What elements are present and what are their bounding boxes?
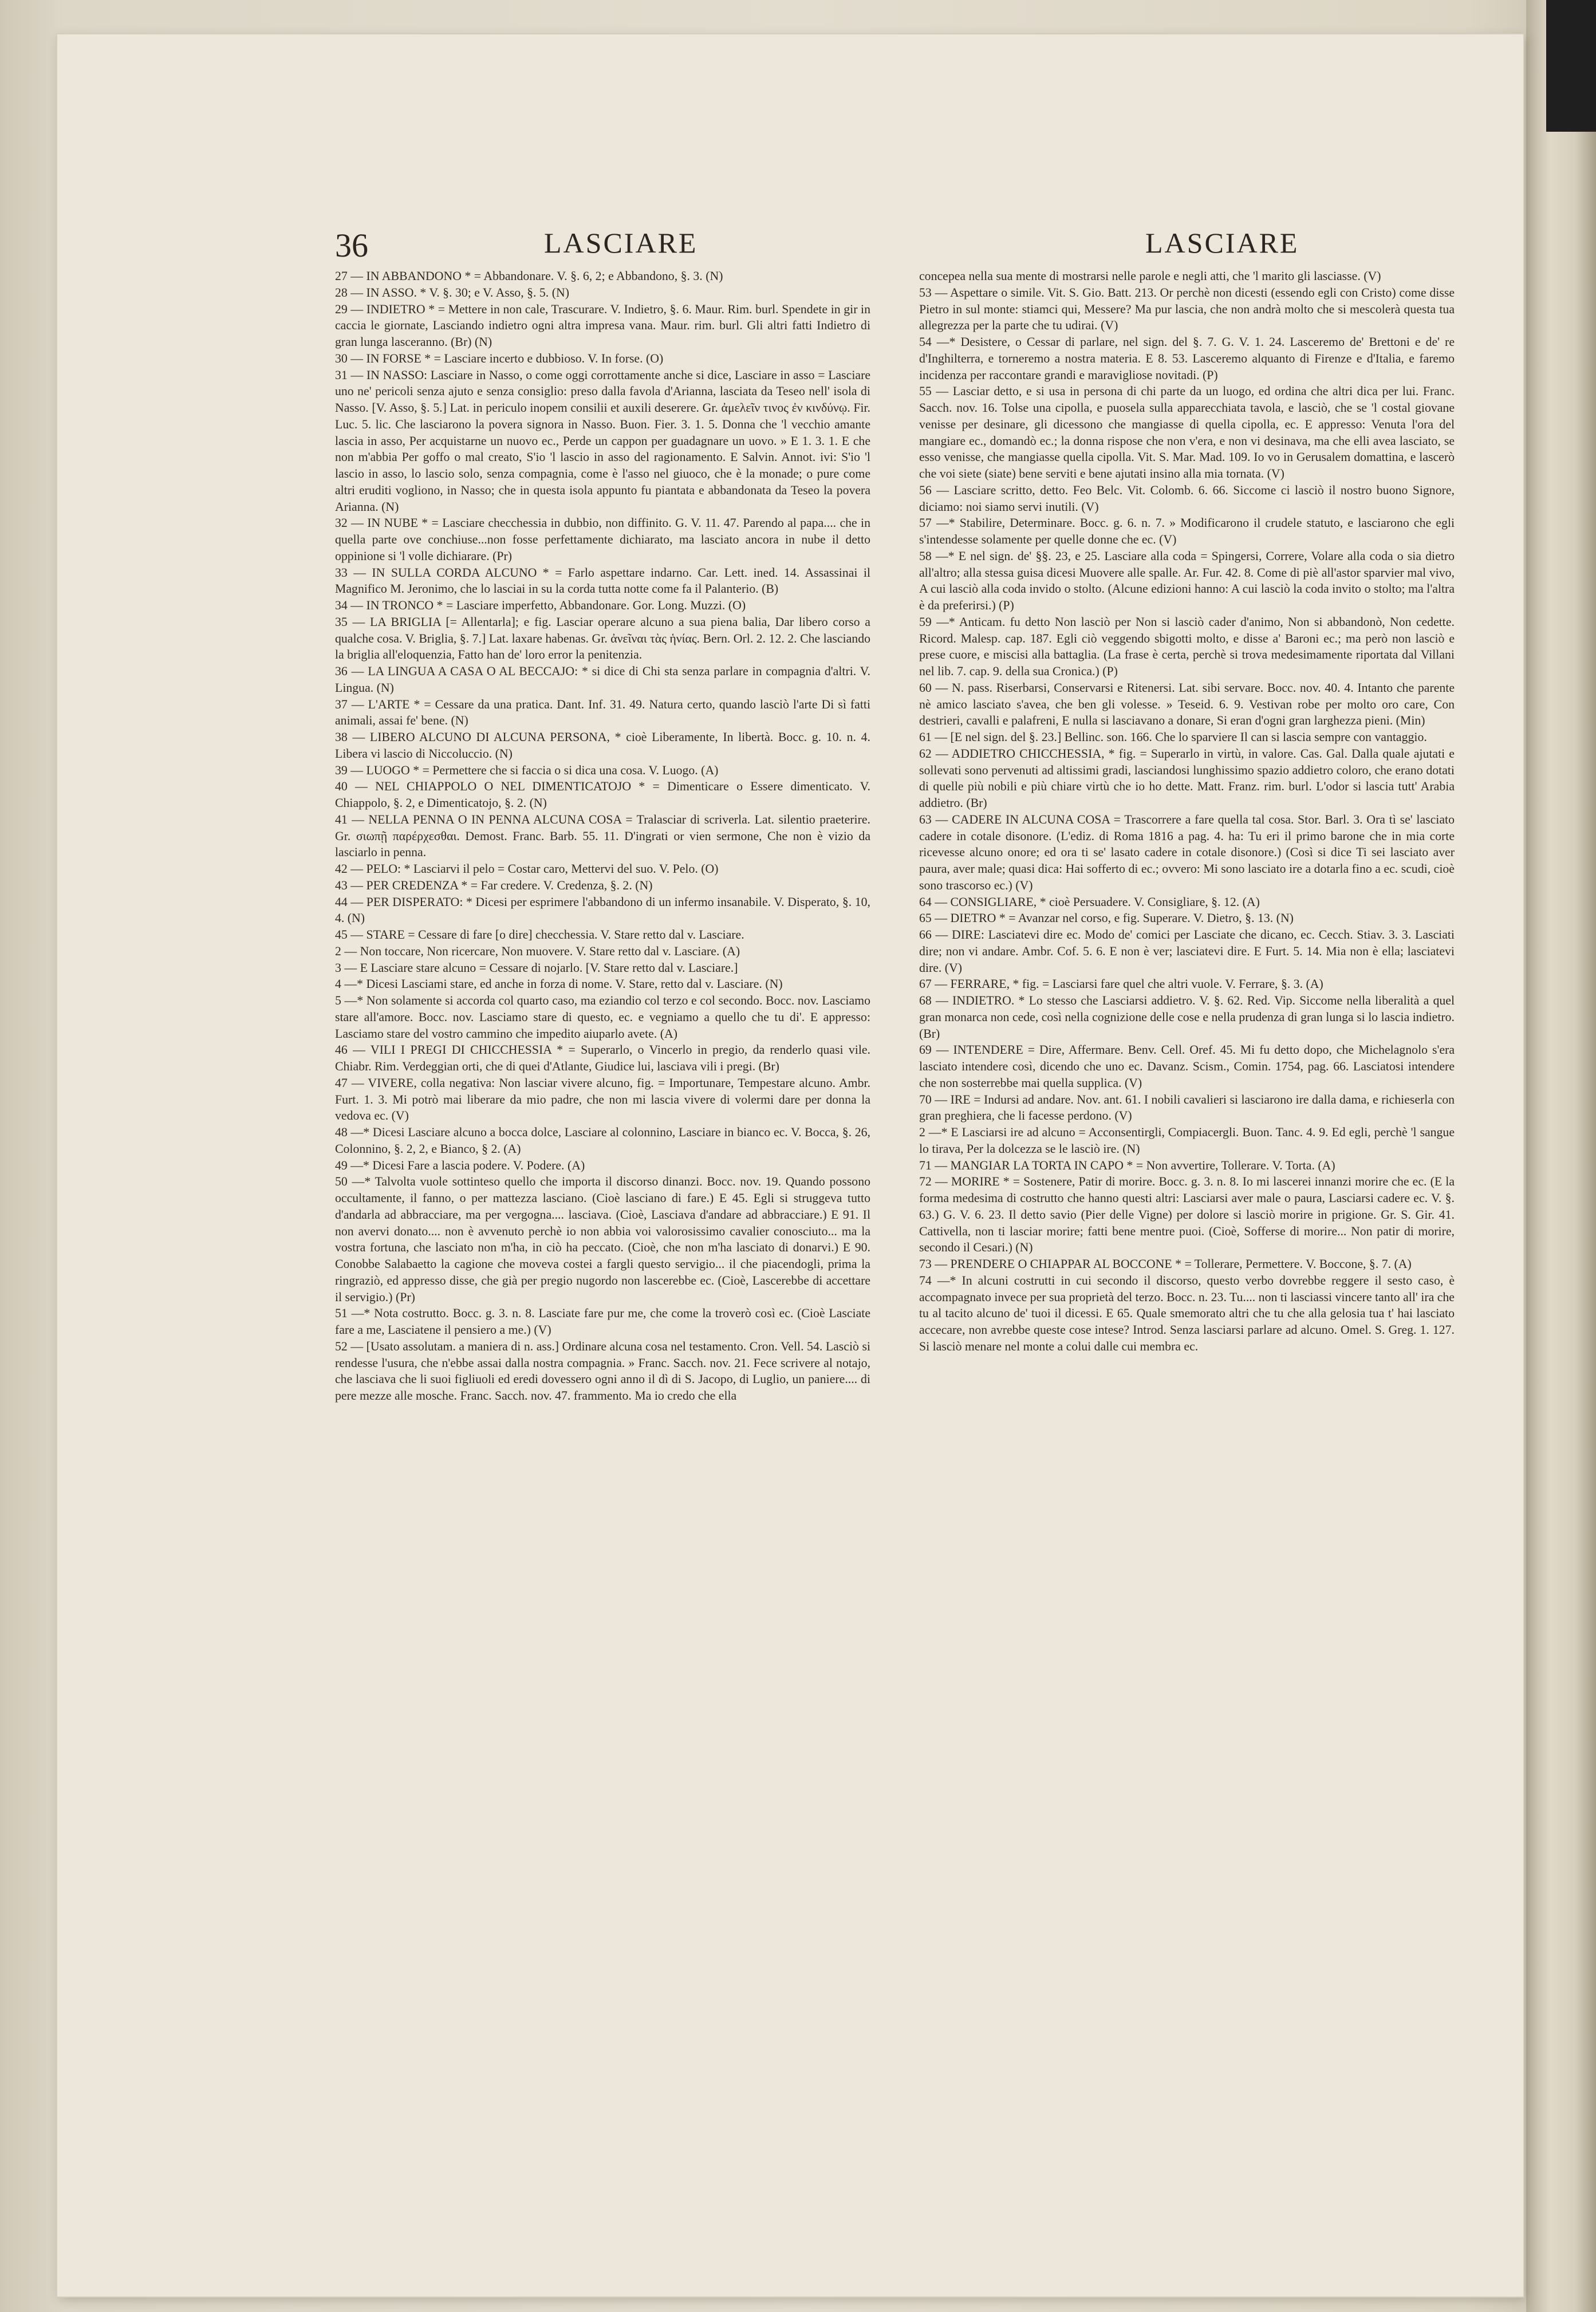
dictionary-entry: 48 —* Dicesi Lasciare alcuno a bocca dolce, Lasciare al colonnino, Lasciare in bianco ec. V. Bocca, §. 26, Colonnino, §. 2, 2, e Bianco, § 2. (A): [335, 1125, 870, 1156]
dictionary-entry: 39 — LUOGO * = Permettere che si faccia o si dica una cosa. V. Luogo. (A): [335, 763, 719, 777]
running-head-right: LASCIARE: [1145, 227, 1299, 259]
dictionary-entry: 62 — ADDIETRO CHICCHESSIA, * fig. = Superarlo in virtù, in valore. Cas. Gal. Dalla quale ajutati e sollevati sono pervenuti ad altissimi gradi, lasciandosi lunghissimo spazio addietro coloro, che erano dotati di quelle più nobili e più chiare virtù che io ho dette. Matt. Franz. rim. burl. L'odor si lascia tutt' Arabia addietro. (Br): [919, 746, 1455, 810]
dictionary-entry: 38 — LIBERO ALCUNO DI ALCUNA PERSONA, * cioè Liberamente, In libertà. Bocc. g. 10. n. 4. Libera vi lascio di Niccoluccio. (N): [335, 730, 870, 761]
dictionary-entry: 58 —* E nel sign. de' §§. 23, e 25. Lasciare alla coda = Spingersi, Correre, Volare alla coda o sia dietro all'altro; alla stessa guisa dicesi Muovere alle spalle. Ar. Fur. 42. 8. Come di piè all'astor sparvier mal vivo, A cui lasciò alla coda invido o stolto. (Alcune edizioni hanno: A cui lasciò la coda invito o stolto; ma l'altra è da preferirsi.) (P): [919, 549, 1455, 612]
dictionary-entry: 72 — MORIRE * = Sostenere, Patir di morire. Bocc. g. 3. n. 8. Io mi lascerei innanzi morire che ec. (E la forma medesima di costrutto che hanno questi altri: Lasciarsi aver male o paura, Lasciarsi cadere ec. V. §. 63.) G. V. 6. 23. Il detto savio (Pier delle Vigne) per dolore si lasciò morire in prigione. Gr. S. Gir. 41. Cattivella, non ti lasciar morire; fatti bene mentre puoi. (Cioè, Sofferse di morire... Non patir di morire, secondo il Cesari.) (N): [919, 1175, 1455, 1255]
dictionary-entry: 27 — IN ABBANDONO * = Abbandonare. V. §. 6, 2; e Abbandono, §. 3. (N): [335, 269, 723, 283]
dictionary-entry: 35 — LA BRIGLIA [= Allentarla]; e fig. Lasciar operare alcuno a sua piena balia, Dar libero corso a qualche cosa. V. Briglia, §. 7.] Lat. laxare habenas. Gr. ἀνεῖναι τὰς ἡνίας. Bern. Orl. 2. 12. 2. Che lasciando la briglia all'eloquenzia, Fatto han de' loro error la penitenzia.: [335, 615, 870, 662]
dictionary-entry: 66 — DIRE: Lasciatevi dire ec. Modo de' comici per Lasciate che dicano, ec. Cecch. Stiav. 3. 3. Lasciati dire; non vi andare. Ambr. Cof. 5. 6. E non è ver; lasciatevi dire. E Furt. 5. 14. Mia non è ella; lasciatevi dire. (V): [919, 928, 1455, 975]
dictionary-entry: 45 — STARE = Cessare di fare [o dire] checchessia. V. Stare retto dal v. Lasciare.: [335, 928, 744, 942]
dictionary-entry: 43 — PER CREDENZA * = Far credere. V. Credenza, §. 2. (N): [335, 878, 653, 892]
dictionary-entry: 34 — IN TRONCO * = Lasciare imperfetto, Abbandonare. Gor. Long. Muzzi. (O): [335, 598, 746, 612]
dictionary-entry: 71 — MANGIAR LA TORTA IN CAPO * = Non avvertire, Tollerare. V. Torta. (A): [919, 1158, 1335, 1172]
dictionary-entry: 60 — N. pass. Riserbarsi, Conservarsi e Ritenersi. Lat. sibi servare. Bocc. nov. 40. 4. Intanto che parente nè amico lasciato s'avea, che ben gli volesse. » Teseid. 6. 9. Vestivan robe per molto oro care, Con destrieri, cavalli e palafreni, E nulla si lasciavano a donare, Si eran d'ogni gran larghezza pieni. (Min): [919, 680, 1455, 728]
dictionary-entry: 46 — VILI I PREGI DI CHICCHESSIA * = Superarlo, o Vincerlo in pregio, da renderlo quasi vile. Chiabr. Rim. Verdeggian orti, che di quei d'Atlante, Giudice lui, lasciava vili i pregi. (Br): [335, 1043, 870, 1073]
dictionary-entry: 28 — IN ASSO. * V. §. 30; e V. Asso, §. 5. (N): [335, 285, 569, 300]
dictionary-entry: 50 —* Talvolta vuole sottinteso quello che importa il discorso dinanzi. Bocc. nov. 19. Quando possono occultamente, il fanno, o per mattezza lasciano. (Cioè lasciano di fare.) E 45. Egli si struggeva tutto d'andarla ad abbracciare, ma per vergogna.... lasciava. (Cioè, Lasciava d'andare ad abbracciare.) E 91. Il non avervi donato.... non è avvenuto perchè io non abbia voi valorosissimo cavalier conosciuto... ma la vostra fortuna, che lasciato non m'ha, in ciò ha peccato. (Cioè, che non m'ha lasciato di donarvi.) E 90. Conobbe Salabaetto la cagione che moveva costei a fargli questo servigio... il che piacendogli, prima la ringraziò, ed appresso disse, che già per pregio nugordo non lascerebbe ec. (Cioè, Lascerebbe di accettare il servigio.) (Pr): [335, 1175, 870, 1304]
dictionary-entry: 74 —* In alcuni costrutti in cui secondo il discorso, questo verbo dovrebbe reggere il sesto caso, è accompagnato invece per sua proprietà del terzo. Bocc. n. 23. Tu.... non ti lasciassi vincere tanto all' ira che tu al tacito alcuno de' tuoi il dicessi. E 65. Quale smemorato altri che tu che alla gelosia tua t' hai lasciato accecare, non avrebbe queste cose intese? Introd. Senza lasciarsi parlare ad alcuno. Omel. S. Greg. 1. 127. Si lasciò menare nel monte a colui dalle cui membra ec.: [919, 1273, 1455, 1353]
dictionary-entry: 31 — IN NASSO: Lasciare in Nasso, o come oggi corrottamente anche si dice, Lasciare in asso = Lasciare uno ne' pericoli senza ajuto e senza consiglio: preso dalla favola d'Arianna, lasciata da Teseo nell' isola di Nasso. [V. Asso, §. 5.] Lat. in periculo inopem consilii et auxili deserere. Gr. ἀμελεῖν τινος ἐν κινδύνῳ. Fir. Luc. 5. lic. Che lasciarono la povera signora in Nasso. Buon. Fier. 3. 1. 5. Donna che 'l vecchio amante lascia in asso, Per acquistarne un nuovo ec., Perde un cappon per guadagnare un uovo. » E 1. 3. 1. E che non m'abbia Per goffo o mal creato, S'io 'l lascio in asso del ragionamento. E Salvin. Annot. ivi: S'io 'l lascio in asso, lo lascio solo, senza compagnia, come è l'asso nel giuoco, che è la monade; o pure come altri eruditi vogliono, in Nasso; che in questa isola appunto fu piantata e abbandonata da Teseo la povera Arianna. (N): [335, 368, 870, 514]
dictionary-entry: 57 —* Stabilire, Determinare. Bocc. g. 6. n. 7. » Modificarono il crudele statuto, e lasciarono che egli s'intendesse solamente per quelle donne che ec. (V): [919, 516, 1455, 546]
dictionary-entry: 2 —* E Lasciarsi ire ad alcuno = Acconsentirgli, Compiacergli. Buon. Tanc. 4. 9. Ed egli, perchè 'l sangue lo tirava, Per la dolcezza se le lasciò ire. (N): [919, 1125, 1455, 1156]
dictionary-entry: 32 — IN NUBE * = Lasciare checchessia in dubbio, non diffinito. G. V. 11. 47. Parendo al papa.... che in quella parte ove conchiuse...non fosse perfettamente dichiarato, ma lasciato ancora in nube il detto oppinione si 'l volle dichiarare. (Pr): [335, 516, 870, 563]
dictionary-entry: 47 — VIVERE, colla negativa: Non lasciar vivere alcuno, fig. = Importunare, Tempestare alcuno. Ambr. Furt. 1. 3. Mi potrò mai liberare da mio padre, che non mi lascia vivere di volermi dare per donna la vedova ec. (V): [335, 1076, 870, 1123]
dictionary-entry: 65 — DIETRO * = Avanzar nel corso, e fig. Superare. V. Dietro, §. 13. (N): [919, 911, 1294, 925]
dictionary-entry: 44 — PER DISPERATO: * Dicesi per esprimere l'abbandono di un infermo insanabile. V. Disperato, §. 10, 4. (N): [335, 895, 870, 925]
left-column: [335, 268, 870, 2089]
dictionary-entry: 70 — IRE = Indursi ad andare. Nov. ant. 61. I nobili cavalieri si lasciarono ire dalla dama, e richieserla con gran preghiera, che li facesse perdono. (V): [919, 1092, 1455, 1123]
dictionary-entry: 59 —* Anticam. fu detto Non lasciò per Non si lasciò cader d'animo, Non si abbandonò, Non cedette. Ricord. Malesp. cap. 187. Egli ciò veggendo sbigotti molto, e disse a' Baroni ec.; ma però non lasciò e prese cuore, e miscisi alla battaglia. (La frase è certa, perchè si trova medesimamente riportata dal Villani nel lib. 7. cap. 9. della sua Cronica.) (P): [919, 615, 1455, 678]
dictionary-entry: 68 — INDIETRO. * Lo stesso che Lasciarsi addietro. V. §. 62. Red. Vip. Siccome nella liberalità a quel gran monarca non cede, così nella cognizione delle cose e nella prudenza di gran lunga si lo lascia indietro. (Br): [919, 994, 1455, 1041]
dictionary-entry: 61 — [E nel sign. del §. 23.] Bellinc. son. 166. Che lo sparviere Il can si lascia sempre con vantaggio.: [919, 730, 1427, 744]
dictionary-entry: 73 — PRENDERE O CHIAPPAR AL BOCCONE * = Tollerare, Permettere. V. Boccone, §. 7. (A): [919, 1257, 1412, 1271]
dictionary-entry: 4 —* Dicesi Lasciami stare, ed anche in forza di nome. V. Stare, retto dal v. Lasciare. (N): [335, 977, 783, 991]
dictionary-entry: 52 — [Usato assolutam. a maniera di n. ass.] Ordinare alcuna cosa nel testamento. Cron. Vell. 54. Lasciò si rendesse l'usura, che n'ebbe assai dalla nostra compagnia. » Franc. Sacch. nov. 21. Fece scrivere al notajo, che lasciava che li suoi figliuoli ed eredi dovessero ogni anno il dì di S. Jacopo, di Luglio, un paniere.... di pere mezze alle mosche. Franc. Sacch. nov. 47. frammento. Ma io credo che ella: [335, 1339, 870, 1403]
dictionary-entry: 42 — PELO: * Lasciarvi il pelo = Costar caro, Mettervi del suo. V. Pelo. (O): [335, 862, 719, 876]
dictionary-entry: 63 — CADERE IN ALCUNA COSA = Trascorrere a fare quella tal cosa. Stor. Barl. 3. Ora tì se' lasciato cadere in cotale disonore. (L'ediz. di Roma 1816 a pag. 4. ha: Tu eri il primo barone che in mia corte ricevesse alcuno onore; ed ora ti se' lasato cadere in cotale disonore.) (Così si dice Ti sei lasciato aver paura, aver male; quasi dica: Hai sofferto di ec.; ovvero: Mi sono lasciato ire a dotarla fino a ec. scudi, cioè sono trascorso ec.) (V): [919, 812, 1455, 892]
page-number: 36: [335, 227, 368, 264]
dictionary-entry: 40 — NEL CHIAPPOLO O NEL DIMENTICATOJO * = Dimenticare o Essere dimenticato. V. Chiappolo, §. 2, e Dimenticatojo, §. 2. (N): [335, 779, 870, 810]
binding-strip: [1546, 0, 1596, 132]
dictionary-entry: 33 — IN SULLA CORDA ALCUNO * = Farlo aspettare indarno. Car. Lett. ined. 14. Assassinai il Magnifico M. Jeronimo, che lo lasciai in su la corda tutta notte come fa il Palanterio. (B): [335, 565, 870, 596]
right-column: [919, 268, 1455, 2089]
dictionary-entry: 41 — NELLA PENNA O IN PENNA ALCUNA COSA = Tralasciar di scriverla. Lat. silentio praeterire. Gr. σιωπῇ παρέρχεσθαι. Demost. Franc. Barb. 55. 11. D'ingrati or vien sermone, Che non è vizio da lasciarlo in penna.: [335, 812, 870, 860]
dictionary-entry: 67 — FERRARE, * fig. = Lasciarsi fare quel che altri vuole. V. Ferrare, §. 3. (A): [919, 977, 1323, 991]
dictionary-entry: 69 — INTENDERE = Dire, Affermare. Benv. Cell. Oref. 45. Mi fu detto dopo, che Michelagnolo s'era lasciato intendere così, dicendo che uno ec. Davanz. Scism., Comin. 1754, pag. 66. Lasciatosi intendere che non sosterrebbe mai quella supplica. (V): [919, 1043, 1455, 1090]
dictionary-entry: 37 — L'ARTE * = Cessare da una pratica. Dant. Inf. 31. 49. Natura certo, quando lasciò l'arte Di sì fatti animali, assai fe' bene. (N): [335, 697, 870, 728]
dictionary-entry: 29 — INDIETRO * = Mettere in non cale, Trascurare. V. Indietro, §. 6. Maur. Rim. burl. Spendete in gir in caccia le giornate, Lasciando indietro ogni altra impresa vana. Maur. rim. burl. Gli altri fatti Indietro di gran lunga lasceranno. (Br) (N): [335, 302, 870, 349]
dictionary-entry: 36 — LA LINGUA A CASA O AL BECCAJO: * si dice di Chi sta senza parlare in compagnia d'altri. V. Lingua. (N): [335, 664, 870, 695]
dictionary-entry: 3 — E Lasciare stare alcuno = Cessare di nojarlo. [V. Stare retto dal v. Lasciare.]: [335, 960, 738, 975]
dictionary-entry: 51 —* Nota costrutto. Bocc. g. 3. n. 8. Lasciate fare pur me, che come la troverò così ec. (Cioè Lasciate fare a me, Lasciatene il pensiero a me.) (V): [335, 1306, 870, 1337]
dictionary-entry: 53 — Aspettare o simile. Vit. S. Gio. Batt. 213. Or perchè non dicesti (essendo egli con Cristo) come disse Pietro in sul monte: stiamci qui, Messere? Ma pur lascia, che non andrà molto che si mescolerà questa tua allegrezza per la parte che tu udirai. (V): [919, 285, 1455, 333]
dictionary-entry: 30 — IN FORSE * = Lasciare incerto e dubbioso. V. In forse. (O): [335, 351, 664, 365]
dictionary-entry: 56 — Lasciare scritto, detto. Feo Belc. Vit. Colomb. 6. 66. Siccome ci lasciò il nostro buono Signore, diciamo: noi siamo servi inutili. (V): [919, 483, 1455, 514]
dictionary-entry: 49 —* Dicesi Fare a lascia podere. V. Podere. (A): [335, 1158, 585, 1172]
dictionary-entry: 5 —* Non solamente si accorda col quarto caso, ma eziandio col terzo e col secondo. Bocc. nov. Lasciamo stare all'amore. Bocc. nov. Lasciamo stare di questo, ec. e vegniamo a quello che tu di'. E appresso: Lasciamo stare del vostro cammino che impedito aiuparlo avete. (A): [335, 994, 870, 1041]
dictionary-entry: 64 — CONSIGLIARE, * cioè Persuadere. V. Consigliare, §. 12. (A): [919, 895, 1260, 909]
dictionary-entry: concepea nella sua mente di mostrarsi nelle parole e negli atti, che 'l marito gli lasciasse. (V): [919, 269, 1381, 283]
dictionary-entry: 2 — Non toccare, Non ricercare, Non muovere. V. Stare retto dal v. Lasciare. (A): [335, 944, 740, 958]
dictionary-entry: 54 —* Desistere, o Cessar di parlare, nel sign. del §. 7. G. V. 1. 24. Lasceremo de' Brettoni e de' re d'Inghilterra, e torneremo a nostra materia. E 8. 53. Lasceremo alquanto di Firenze e d'Italia, e faremo incidenza per raccontare grandi e maravigliose novitadi. (P): [919, 335, 1455, 382]
running-head-left: LASCIARE: [544, 227, 698, 259]
next-page-edge: [1526, 0, 1596, 2312]
dictionary-entry: 55 — Lasciar detto, e si usa in persona di chi parte da un luogo, ed ordina che altri dica per lui. Franc. Sacch. nov. 16. Tolse una cipolla, e puosela sulla apparecchiata tavola, e lasciò, che se 'l costal giovane venisse per desinare, gli dicessono che mangiasse di quella cipolla, ec. E appresso: Venuta l'ora del mangiare ec., domandò ec.; la donna rispose che non v'era, e non vi desinava, ma che elli avea lasciato, se esso venisse, che mangiasse quella cipolla. Vit. S. Mar. Mad. 109. Io vo in Gerusalem domattina, e lascerò che voi siete (siate) bene serviti e bene ajutati insino alla mia tornata. (V): [919, 384, 1455, 480]
